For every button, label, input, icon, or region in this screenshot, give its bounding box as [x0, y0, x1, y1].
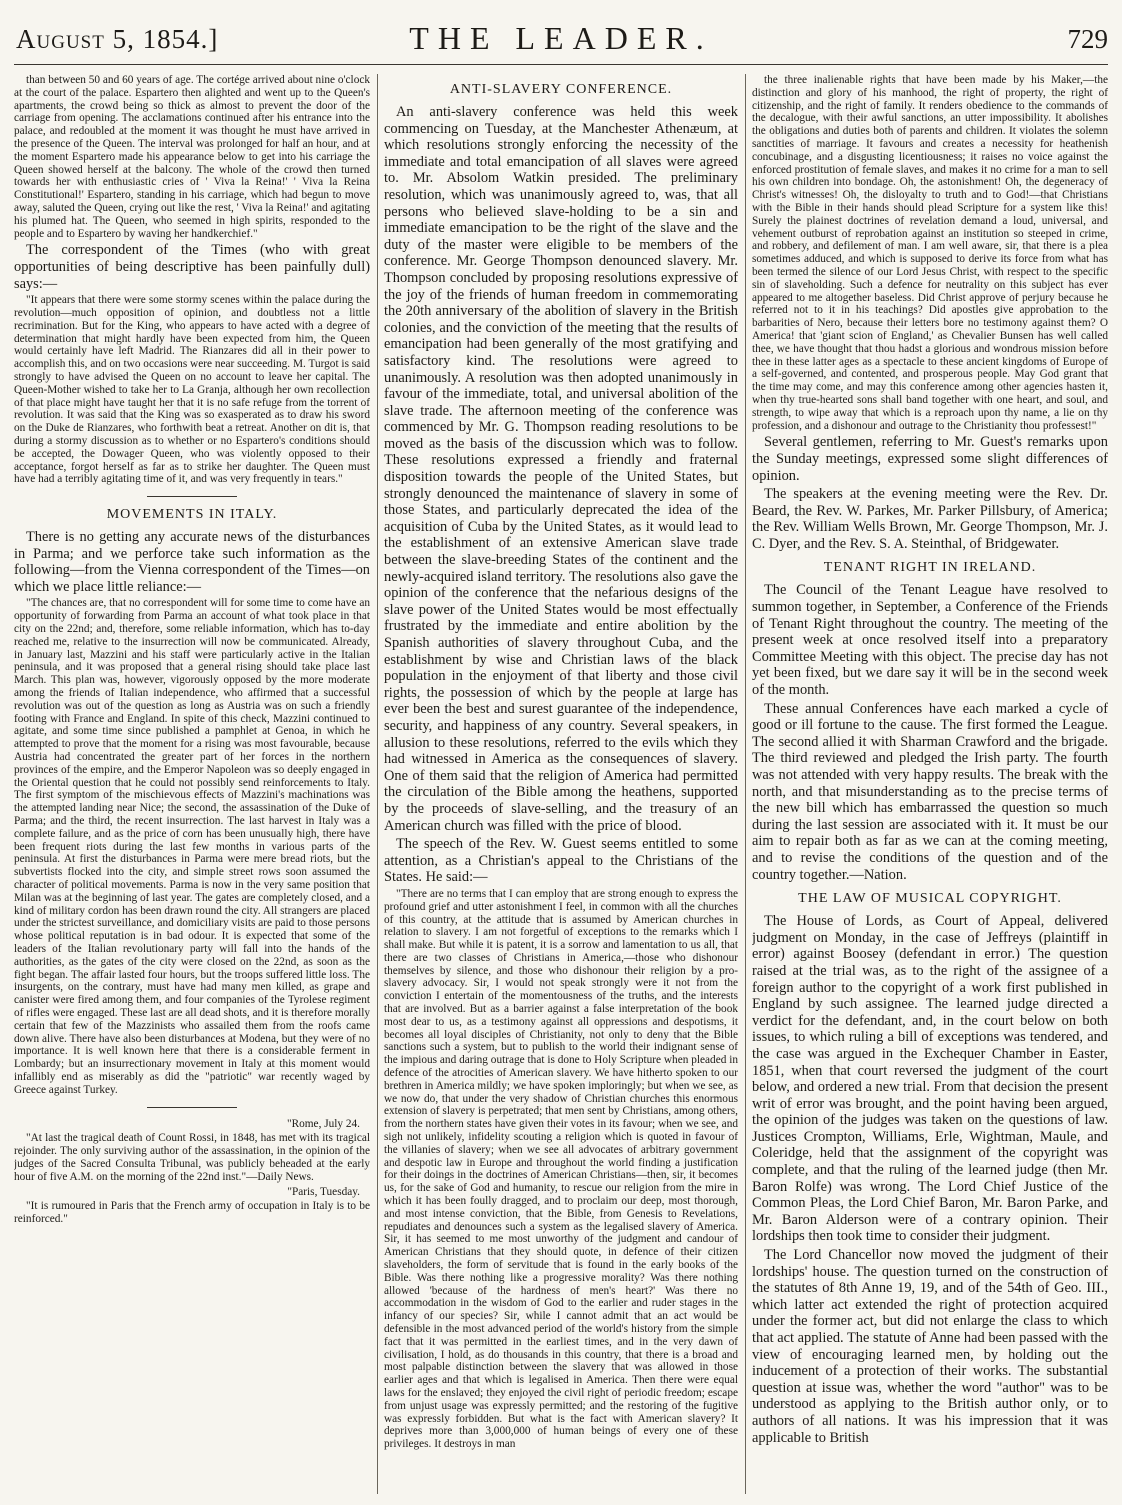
paragraph: The speakers at the evening meeting were the Rev. Dr. Beard, the Rev. W. Parkes, Mr. Parker Pillsbury, of America; the Rev. William Wells Brown, Mr. George Thompson, Mr. J. C. Dyer, and the Rev. S. A. Steinthal, of Bridgewater. — [752, 486, 1108, 552]
section-rule — [147, 1107, 237, 1108]
article-heading: TENANT RIGHT IN IRELAND. — [823, 560, 1037, 576]
paragraph: "It is rumoured in Paris that the French army of occupation in Italy is to be reinforced." — [14, 1200, 370, 1226]
paragraph: An anti-slavery conference was held this week commencing on Tuesday, at the Manchester Athenæum, at which resolutions strongly enforcing the necessity of the immediate and total emancipation of all slaves were agreed to. Mr. Absolom Watkin presided. The preliminary resolution, which was unanimously agreed to, was, that all persons who believed slave-holding to be a sin and immediate emancipation to be the right of the slave and the duty of the master were eligible to be members of the conference. Mr. George Thompson denounced slavery. Mr. Thompson concluded by proposing resolutions expressive of the joy of the friends of human freedom in commemorating the 20th anniversary of the abolition of slavery in the British colonies, and the conviction of the meeting that the results of emancipation had been generally of the most gratifying and satisfactory kind. The resolutions were agreed to unanimously. A resolution was then adopted unanimously in favour of the immediate, total, and universal abolition of the slave trade. The afternoon meeting of the conference was commenced by Mr. G. Thompson reading resolutions to be moved as the basis of the discussion which was to follow. These resolutions expressed a friendly and fraternal disposition towards the people of the United States, but strongly denounced the maintenance of slavery in some of those States, and particularly deprecated the idea of the acquisition of Cuba by the United States, as it would lead to the establishment of an extensive American slave trade between the slave-breeding States of the continent and the newly-acquired island territory. The resolutions also gave the opinion of the conference that the nefarious designs of the slave power of the United States would be most effectually frustrated by the immediate and entire abolition by the Spanish authorities of slavery throughout Cuba, and the establishment by wise and Christian laws of the black population in the enjoyment of that liberty and those civil rights, the possession of which by the people at large has ever been the best and surest guarantee of the independence, security, and happiness of any country. Several speakers, in allusion to these resolutions, referred to the evils which they had witnessed in America as the consequences of slavery. One of them said that the religion of America had permitted the circulation of the Bible among the heathens, supported by the proceeds of slave-selling, and the treasury of an American church was filled with the price of blood. — [384, 104, 738, 834]
paragraph: "At last the tragical death of Count Rossi, in 1848, has met with its tragical rejoinder. The only surviving author of the assassination, in the opinion of the judges of the Sacred Consulta Tribunal, was publicly beheaded at the early hour of five A.M. on the morning of the 22nd inst."—Daily News. — [14, 1132, 370, 1183]
section-rule — [147, 496, 237, 497]
article-heading: THE LAW OF MUSICAL COPYRIGHT. — [798, 891, 1062, 907]
column-3 — [752, 74, 1108, 1494]
header-rule — [14, 64, 1108, 65]
paragraph: The House of Lords, as Court of Appeal, delivered judgment on Monday, in the case of Jeffreys (plaintiff in error) against Boosey (defendant in error.) The question raised at the trial was, as to the right of the assignee of a foreign author to the copyright of a work first published in England by such assignee. The learned judge directed a verdict for the defendant, and, in the court below on both issues, to which ruling a bill of exceptions was tendered, and the case was argued in the Exchequer Chamber in Easter, 1851, when that court reversed the judgment of the court below, and ordered a new trial. From that decision the present writ of error was brought, and the point having been argued, the opinion of the judges was taken on the questions of law. Justices Crompton, Williams, Erle, Wightman, Maule, and Coleridge, held that the assignment of the copyright was complete, and that the ruling of the learned judge (then Mr. Baron Rolfe) was wrong. The Lord Chief Justice of the Common Pleas, the Lord Chief Baron, Mr. Baron Parke, and Mr. Baron Alderson were of a contrary opinion. Their lordships then took time to consider their judgment. — [752, 913, 1108, 1245]
paragraph: Several gentlemen, referring to Mr. Guest's remarks upon the Sunday meetings, expressed some slight differences of opinion. — [752, 434, 1108, 484]
column-2 — [384, 74, 738, 1494]
article-heading: ANTI-SLAVERY CONFERENCE. — [449, 82, 673, 97]
paragraph: "There are no terms that I can employ that are strong enough to express the profound grief and utter astonishment I feel, in common with all the churches of this country, at the attitude that is assumed by American churches in relation to slavery. I am not forgetful of exceptions to the remarks which I shall make. But while it is patent, it is a sorrow and lamentation to us all, that there are two classes of Christians in America,—those who dishonour themselves by silence, and those who dishonour their religion by a pro-slavery advocacy. Sir, I would not speak strongly were it not from the conviction I entertain of the momentousness of the truths, and the interests that are involved. But as a barrier against a false interpretation of the book most dear to us, as a testimony against all oppressions and despotisms, it becomes all loyal disciples of Christianity, not only to deny that the Bible sanctions such a system, but to publish to the world their indignant sense of the impious and daring outrage that is done to Holy Scripture when pleaded in defence of the atrocities of American slavery. We have hitherto spoken to our brethren in America mildly; we have spoken imploringly; but when we see, as we now do, that under the very shadow of Christian churches this enormous extension of slavery is perpetrated; that men sent by Christians, among others, from the northern states have given their votes in its favour; when we see, and sigh not unlikely, infidelity scouting a religion which is quoted in favour of the villanies of slavery; when we see all advocates of arbitrary government and despotic law in Europe and throughout the world finding a justification for their doings in the doctrines of American Christians—then, sir, it becomes us, for the sake of God and humanity, to rescue our religion from the mire in which it has been foully dragged, and to proclaim our deep, most thorough, and most intense conviction, that the Bible, from Genesis to Revelations, repudiates and denounces such a system as the legalised slavery of America. Sir, it has seemed to me most unworthy of the judgment and candour of American Christians that they should quote, in defence of their citizen slaveholders, the form of servitude that is found in the early books of the Bible. Was there nothing like a progressive morality? Was there nothing allowed 'because of the hardness of men's heart?' Was there no accommodation in the wisdom of God to the earlier and ruder stages in the infancy of our species? Sir, while I cannot admit that an act would be defensible in the most advanced period of the world's history from the simple fact that it was permitted in the earliest times, and in the very dawn of civilisation, I hold, as do thousands in this country, that there is a broad and most palpable distinction between the slavery that was allowed in those earlier ages and that which is legalised in America. Then there were equal laws for the enslaved; they enjoyed the civil right of periodic freedom; escape from unjust usage was expressly permitted; and the restoring of the fugitive was expressly forbidden. But what is the fact with American slavery? It deprives more than 3,000,000 of human beings of every one of these privileges. It destroys in man — [384, 887, 738, 1451]
masthead-title: THE LEADER. — [409, 20, 713, 56]
dateline: "Rome, July 24. — [286, 1117, 360, 1130]
article-heading: MOVEMENTS IN ITALY. — [106, 507, 278, 523]
dateline: "Paris, Tuesday. — [287, 1185, 360, 1198]
column-1 — [14, 74, 370, 1494]
paragraph: The Council of the Tenant League have resolved to summon together, in September, a Conference of the Friends of Tenant Right throughout the country. The meeting of the present week at once resolved itself into a preparatory Committee Meeting with this object. The precise day has not yet been fixed, but we dare say it will be in the second week of the month. — [752, 582, 1108, 699]
paragraph: There is no getting any accurate news of the disturbances in Parma; and we perforce take such information as the following—from the Vienna correspondent of the Times—on which we place little reliance:— — [14, 529, 370, 595]
issue-date: August 5, 1854.] — [16, 24, 219, 54]
paragraph: "It appears that there were some stormy scenes within the palace during the revolution—much opposition of opinion, and doubtless not a little recrimination. But for the King, who appears to have acted with a degree of determination that might hardly have been expected from him, the Queen would certainly have left Madrid. The Rianzares did all in their power to accomplish this, and on two occasions were near succeeding. M. Turgot is said strongly to have advised the Queen on no account to leave her capital. The Queen-Mother wished to take her to La Granja, although her own recollection of that place might have taught her that it is no safe refuge from the torrent of revolution. It was said that the King was so exasperated as to draw his sword on the Duke de Rianzares, who forthwith beat a retreat. Another on dit is, that during a stormy discussion as to whether or no Espartero's conditions should be accepted, the Dowager Queen, who was violently opposed to their acceptance, forgot herself as far as to strike her daughter. The Queen must have had a terribly agitating time of it, and was very frequently in tears." — [14, 294, 370, 486]
column-divider — [745, 74, 746, 1494]
column-divider — [377, 74, 378, 1494]
paragraph: The correspondent of the Times (who with great opportunities of being descriptive has been painfully dull) says:— — [14, 242, 370, 292]
paragraph: the three inalienable rights that have been made by his Maker,—the distinction and glory of his manhood, the right of property, the right of citizenship, and the right of family. It renders obedience to the commands of the decalogue, with their awful sanctions, an utter impossibility. It abolishes the obligations and duties both of parents and children. It violates the solemn sanctities of marriage. It favours and creates a necessity for heathenish concubinage, and a disgusting licentiousness; it raises no voice against the enforced prostitution of female slaves, and makes it no crime for a man to sell his own children into bondage. Oh, the astonishment! Oh, the degeneracy of Christ's witnesses! Oh, the disloyalty to truth and to God!—that Christians with the Bible in their hands should plead Scripture for a system like this! Surely the plainest doctrines of revelation demand a loud, universal, and vehement outburst of reprobation against an institution so steeped in crime, and robbery, and defilement of man. I am well aware, sir, that there is a plea sometimes adduced, and which is supposed to derive its force from what has been termed the silence of our Lord Jesus Christ, with respect to the specific sin of slaveholding. Such a defence for neutrality on this subject has ever appeared to me altogether baseless. Did Christ approve of perjury because he referred not to it in his teachings? Did apostles give approbation to the barbarities of Nero, because their letters bore no testimony against them? O America! that 'giant scion of England,' as Chevalier Bunsen has well called thee, we have thought that thou hadst a glorious and wondrous mission before thee in these latter ages as a spectacle to these ancient kingdoms of Europe of a self-governed, and contented, and prosperous people. May God grant that the time may come, and may this conference among other agencies hasten it, when thy true-hearted sons shall band together with one heart, and soul, and strength, to wipe away that which is a reproach upon thy name, a lie on thy profession, and a dishonour and outrage to the Christianity thou professest!" — [752, 74, 1108, 432]
paragraph: The speech of the Rev. W. Guest seems entitled to some attention, as a Christian's appeal to the Christians of the States. He said:— — [384, 836, 738, 886]
page-number: 729 — [1067, 24, 1108, 54]
paragraph: "The chances are, that no correspondent will for some time to come have an opportunity of forwarding from Parma an account of what took place in that city on the 22nd; and, therefore, some reliable information, which has to-day reached me, relative to the insurrection will now be communicated. Already, in January last, Mazzini and his staff were particularly active in the Italian peninsula, and it was proposed that a general rising should take place last March. This plan was, however, vigorously opposed by the more moderate among the friends of Italian independence, who affirmed that a successful revolution was out of the question as long as Austria was on such a friendly footing with France and England. In spite of this check, Mazzini continued to agitate, and some time since published a pamphlet at Genoa, in which he attempted to prove that the moment for a rising was most favourable, because Austria had concentrated the greater part of her forces in the northern provinces of the empire, and the Emperor Napoleon was so deeply engaged in the Oriental question that he could not possibly send reinforcements to Italy. The first symptom of the mischievous effects of Mazzini's machinations was the attempted landing near Nice; the second, the assassination of the Duke of Parma; and the third, the recent insurrection. The last harvest in Italy was a complete failure, and as the price of corn has been unusually high, there have been frequent riots during the last few months in various parts of the peninsula. At first the disturbances in Parma were mere bread riots, but the subvertists flocked into the city, and simple street rows soon assumed the character of political movements. Parma is now in the very same position that Milan was at the beginning of last year. The gates are completely closed, and a kind of military cordon has been drawn round the city. All strangers are placed under the strictest surveillance, and domiciliary visits are paid to those persons whose political reputation is in bad odour. It is expected that some of the leaders of the Italian revolutionary party will fall into the hands of the authorities, as the gates of the city were closed on the 22nd, as soon as the fight began. The affair lasted four hours, but the troops suffered little loss. The insurgents, on the contrary, must have had many men killed, as grape and canister were fired among them, and four companies of the Tyrolese regiment of rifles were engaged. These last are all dead shots, and it is therefore morally certain that few of the Mazzinists who assailed them from the roofs came down alive. There have also been disturbances at Modena, but they were of no importance. It is well known here that there is a considerable ferment in Lombardy; but an insurrectionary movement in Italy at this moment would infallibly end as miserably as did the "patriotic" war recently waged by Greece against Turkey. — [14, 597, 370, 1096]
paragraph: The Lord Chancellor now moved the judgment of their lordships' house. The question turned on the construction of the statutes of 8th Anne 19, 19, and of the 54th of Geo. III., which latter act extended the right of protection acquired under the former act, but did not enlarge the class to which that act applied. The statute of Anne had been passed with the view of encouraging learned men, by holding out the inducement of a protection of their works. The substantial question at issue was, whether the word "author" was to be understood as applying to the British author only, or to authors of all nations. It was his impression that it was applicable to British — [752, 1247, 1108, 1446]
page-header — [0, 4, 1122, 70]
paragraph: than between 50 and 60 years of age. The cortége arrived about nine o'clock at the court of the palace. Espartero then alighted and went up to the Queen's apartments, the crowd being so thick as almost to prevent the door of the carriage from opening. The acclamations continued after his entrance into the palace, and redoubled at the moment it was thought he must have arrived in the presence of the Queen. The interval was prolonged for half an hour, and at the moment Espartero made his appearance below to get into his carriage the Queen showed herself at the balcony. The whole of the crowd then turned towards her with enthusiastic cries of ' Viva la Reina!' ' Viva la Reina Constitutional!' Espartero, standing in his carriage, which had begun to move away, saluted the Queen, crying out like the rest, ' Viva la Reina!' and agitating his plumed hat. The Queen, who seemed in high spirits, responded to the people and to Espartero by waving her handkerchief." — [14, 74, 370, 240]
paragraph: These annual Conferences have each marked a cycle of good or ill fortune to the cause. The first formed the League. The second allied it with Sharman Crawford and the brigade. The third reviewed and pledged the Irish party. The fourth was not attended with very happy results. The break with the north, and that misunderstanding as to the precise terms of the new bill which has embarrassed the question so much during the last session are associated with it. It must be our aim to repair both as far as we can at the coming meeting, and to revise the conditions of the question and of the country together.—Nation. — [752, 700, 1108, 883]
